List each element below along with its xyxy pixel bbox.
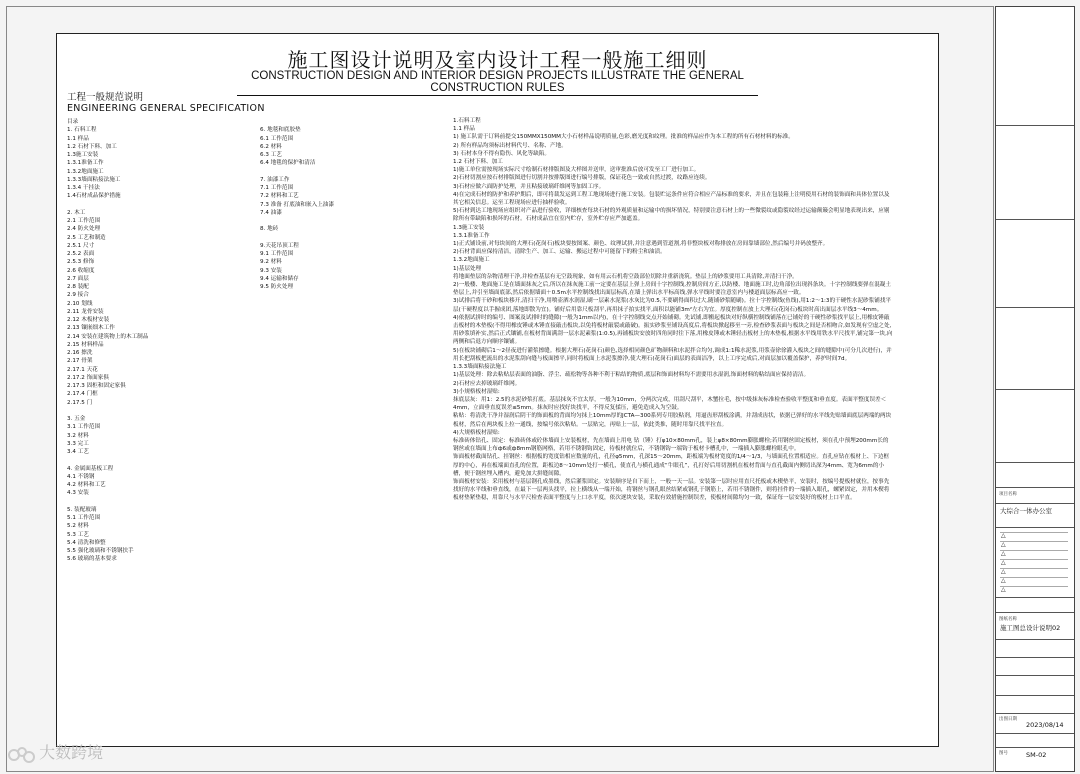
toc-item: 2.14 安装在建筑物上的木工制品: [67, 333, 149, 340]
toc-item: 3.2 材料: [67, 432, 89, 439]
toc-item: 2.5 工艺和制造: [67, 234, 106, 241]
spec-paragraph: 1) 施工队需于订料前提交150MMX150MM大小石材样品说明质量,色彩,磨光度和纹理。批准的样品应作为本工程的所有石材材料的标准。: [453, 134, 794, 141]
project-label: 项目名称: [999, 492, 1017, 497]
toc-item: 2.7 面层: [67, 275, 89, 282]
spec-paragraph: 3)试排后将干砂和板块移开,清扫干净,用喷壶洒水润湿,刷一层素水泥浆(水灰比为0.5,不要刷得面积过大,随铺砂浆随刷)。拉十字控制线(鱼线),用1:2～1:3的干硬性水泥砂浆铺找平层(干硬程度以手握成团,落地即散为宜)。铺好后用靠尺板刮平,再用抹子拍实找平,面积以能铺3m²左右为宜。厚度控制在放上大理石(花岗石)板块时高出面层水平线3～4mm。: [453, 298, 892, 313]
toc-item: 6.2 材料: [260, 143, 282, 150]
toc-item: 2.5.3 修饰: [67, 259, 95, 266]
toc-item: 3.4 工艺: [67, 449, 89, 455]
toc-item: 9.5 防火处理: [260, 284, 294, 290]
toc-item: 9.4 运输和储存: [260, 275, 299, 282]
toc-item: 5. 装配玻璃: [67, 506, 97, 513]
toc-item: 2.10 划线: [67, 300, 93, 307]
toc-item: 4.2 材料和工艺: [67, 482, 106, 488]
toc-item: 2.8 装配: [67, 284, 89, 290]
toc-item: 2.17.2 饰面家俱: [67, 374, 109, 381]
spec-paragraph: 1.1 样品: [453, 126, 475, 133]
toc-item: 5.6 玻璃的基本要求: [67, 556, 117, 563]
spec-heading-en: ENGINEERING GENERAL SPECIFICATION: [67, 103, 265, 114]
toc-item: 6.1 工作范围: [260, 135, 294, 142]
toc-item: 3.1 工作范围: [67, 424, 101, 431]
spec-paragraph: 1)施工单位需按现场实际尺寸绘制石材排版图及大样图并送审，送审批准后放可发至工厂进行加工。: [453, 167, 700, 174]
toc-item: 2.9 接合: [67, 292, 89, 299]
toc-item: 2.11 龙骨安装: [67, 308, 104, 315]
toc-item: 6.4 地毯的保护和清洁: [260, 160, 316, 167]
toc-item: 2.13 镶嵌细木工作: [67, 325, 115, 332]
spec-paragraph: 5)石材到达工地现场应组织对产品进行验收，详细核查每块石材的外观质量和运输中的损坏情况，特别要注意石材上的一些微裂纹或隐裂纹经过运输颠簸会明显地表现出来，应剔除所有带缺陷和损坏的石材。石材成品宜在室内贮存，室外贮存应严加遮盖。: [453, 208, 890, 223]
toc-item: 2.6 收缩度: [67, 267, 95, 274]
watermark: [8, 740, 103, 763]
spec-paragraph: 1.3.3墙面粘接法施工: [453, 364, 507, 371]
toc-item: 2.17 骨架: [67, 358, 93, 365]
sheet-label: 图号: [999, 751, 1008, 756]
toc-item: 9.3 安装: [260, 267, 282, 274]
spec-paragraph: 饰面板材安装：采用板材与基层钢孔成墨线，然后灌浆固定。安装顺序是自下而上，一般一天一层。安装第一层时应用直尺托板或木楔垫平，安装时，按编号提板材就位，按事先找好的水平线和垂直线，在最下一层两头找平，拉上横线从一端开始，将钢丝与钢孔眼丝结紧或钢孔于钢筋上，若用不锈钢件，则将挂件的一端插入眼孔，螺紧固定，并用木楔将板材垫紧垫稳，用靠尺与水平尺检查表面平整度与上口水平度，依次逐块安装，采取有效措施控制误差，使板材间隙均匀一致，保证每一层安装好的板材上口平直。: [453, 478, 890, 502]
toc-item: 6. 地毯和底胶垫: [260, 127, 301, 134]
date-label: 出图日期: [999, 717, 1017, 722]
toc-item: 3.3 完工: [67, 440, 89, 447]
toc-item: 1. 石料工程: [67, 127, 97, 134]
spec-paragraph: 3)小规格板材湿贴:: [453, 388, 500, 395]
toc-item: 7.2 材料和工艺: [260, 193, 299, 200]
spec-paragraph: 1)基层处理：除去粘贴层表面的油脂、浮尘、疏松物等各种不利于粘结的物质,底层和饰面材料均不需要用水湿润,饰面材料的粘结面应保持清洁。: [453, 372, 810, 379]
toc-item: 2.17.1 天花: [67, 366, 98, 373]
date-value: 2023/08/14: [1026, 721, 1064, 729]
toc-item: 2.17.3 固柜和固定家俱: [67, 383, 126, 389]
watermark-logo-icon: [8, 747, 34, 761]
spec-paragraph: 抹底层灰：用1：2.5的水泥砂浆打底。基层抹灰不宜太厚，一般为10mm，分两次完成，用刮尺刮平，木蟹拉毛，按中级抹灰标准检查验收平整度和垂直度。表面平整度误差＜4mm，立面垂直度误差≤5mm。抹灰时应找好块找平，不得反复揉压，避免造成入为空鼓。: [453, 396, 887, 412]
toc-item: 2.17.5 门: [67, 399, 93, 406]
toc-item: 1.4石材成品保护措施: [67, 193, 121, 200]
toc-item: 1.3.1准备工作: [67, 160, 104, 167]
toc-item: 5.4 清洗和修整: [67, 539, 106, 546]
spec-paragraph: 2)一般楼、地面施工是在墙面抹灰之后,所以在抹灰施工前一定要在基层上弹上房间十字控制线,控制房间方正,以防楼、地面施工时,边角部位出现斜条块。十字控制线要弹在混凝土垫层上,并引至墙面底部,然后依据墙面＋0.5m水平控制线找出面层标高,在墙上弹出水平标高线,弹水平线时要注意室内与楼道面层标高应一致。: [453, 282, 891, 297]
toc-item: 1.3.3墙面粘接法施工: [67, 176, 121, 183]
toc-mid-column: [260, 118, 334, 291]
spec-body-text: [453, 117, 893, 503]
toc-item: 7.3 准备 打底油和嵌入上油漆: [260, 201, 334, 208]
toc-item: 2.4 防火处理: [67, 226, 101, 233]
spec-paragraph: 3) 石材本身不得有隐伤、风化等缺陷。: [453, 150, 551, 157]
spec-paragraph: 粘贴：将清洗干净并湿润后阴干的饰面板的背面均匀抹上10mm厚的JCTA—300系列专用胶粘剂，用逼齿形刮板涂满，并刮成齿状，依据已弹好的水平线先贴墙面底层两端的两块板材，然后在两块板上拉一通线，按编号依次粘贴。一层贴完，再贴上一层，依此类推，随时用靠尺找平拉直。: [453, 413, 892, 428]
toc-item: 5.3 工艺: [67, 531, 89, 538]
toc-item: 4.1 不锈钢: [67, 473, 95, 480]
toc-item: 2.5.1 尺寸: [67, 242, 95, 249]
revision-triangles: [1000, 532, 1068, 595]
spec-paragraph: 4)依据试拼时的编号、图案及试排时的缝隙(一般为1mm以内)，在十字控制线交点开始铺砌。先试铺,即搬起板块对好纵横控制线铺落在已铺好的干硬性砂浆找平层上,用橡皮锤敲击板材的木垫板(不得用橡皮锤或木锤直接敲击板块,以免将板材敲裂或敲破)。振实砂浆至铺设高度后,将板块掀起移至一旁,检查砂浆表面与板块之间是否相吻合,如发现有空虚之处,用砂浆填补实,然后正式镶铺,在板材背面满刮一层水泥素浆(1:0.5),再铺板块安放时四角同时往下落,用橡皮锤或木锤轻击板材上的木垫板,根据水平线用铁水平尺找平,铺完第一块,向两侧和后退方向顺序镶铺。: [453, 314, 893, 346]
spec-paragraph: 2)石材切割应按石材排版图进行切割并按排版图进行编号排版，保证花色一致或自然过渡，纹路应连续。: [453, 175, 711, 182]
spec-paragraph: 1.2 石材下料、加工: [453, 159, 503, 166]
page-subtitle: CONSTRUCTION DESIGN AND INTERIOR DESIGN PROJECTS ILLUSTRATE THE GENERAL CONSTRUCTION RULES: [237, 70, 758, 96]
toc-item: 9.天花吊顶工程: [260, 242, 299, 249]
toc-item: 1.1 样品: [67, 135, 89, 142]
spec-paragraph: 1.石料工程: [453, 118, 481, 124]
toc-item: 2.17.4 门框: [67, 391, 98, 398]
toc-item: 2.5.2 表面: [67, 251, 95, 257]
spec-paragraph: 标准砖体钻孔、固定：标准砖体或砼体墙面上安装板材，先在墙面上用电 钻（锤）打φ10×80mm孔，装上φ8×80mm膨胀螺栓;若用钢丝固定板材，须在孔中预埋200mm长的钢丝或在墙面上布ф6或ф8mm钢筋网格，若用不锈钢钩固定，待板材就位后，不锈钢钩一端钩于板材卡槽孔中，一端插入膨胀螺栓眼孔中。: [453, 437, 889, 453]
drawing-name: 施工图总设计说明02: [1000, 624, 1061, 632]
watermark-text: 大数跨境: [39, 743, 104, 762]
toc-item: 7.4 油漆: [260, 209, 282, 216]
toc-item: 6.3 工艺: [260, 152, 282, 158]
toc-item: [67, 456, 148, 464]
toc-item: 4.3 安装: [67, 490, 89, 497]
toc-item: 2.16 擦洗: [67, 350, 93, 356]
toc-item: 8. 地砖: [260, 226, 279, 233]
spec-paragraph: 4)在完成石材的防护和养护期后，即可将裁发运到工程工地现场进行施工安装。包装贮运条件应符合相应产品标准的要求，并且在包装箱上注明使用石材的装饰面和具体位置以及其它相关信息。运至工程现场应进行抽样验收。: [453, 191, 890, 207]
spec-paragraph: 5)在板块铺砌后1～2昼夜进行灌浆擦缝。根据大理石(花岗石)颜色,选择相同颜色矿物颜料和水泥拌合均匀,调成1:1稀水泥浆,用浆壶徐徐灌入板块之间的缝隙中(可分几次进行)，并用长把刮板把流出的水泥浆刮向缝与板面擦平,同时将板面上水泥浆擦净,使大理石(花岗石)面层的表面洁净，以上工序完成后,对面层加以覆盖保护，养护时间7d。: [453, 347, 892, 362]
page-title: 施工图设计说明及室内设计工程一般施工细则: [287, 48, 708, 72]
spec-paragraph: 2)石材应去掉玻璃纤维网。: [453, 380, 521, 387]
toc-item: 5.2 材料: [67, 523, 89, 530]
toc-left-column: [67, 118, 148, 564]
toc-item: 7.1 工作范围: [260, 185, 294, 191]
spec-paragraph: 1)正式铺设前,对每块间的大理石(花岗石)板块要按图案、颜色、纹理试拼,并注意遇到管道割,将非整块板对称排放在房间靠墙部位,然后编号并码放整齐。: [453, 241, 829, 248]
toc-item: [67, 407, 148, 415]
spec-paragraph: 1.3施工安装: [453, 224, 485, 231]
title-block: [995, 6, 1075, 772]
toc-item: 1.2 石材下料、加工: [67, 143, 117, 150]
toc-item: [260, 168, 334, 176]
toc-item: 9.2 材料: [260, 259, 282, 266]
sheet-number: SM-02: [1026, 751, 1047, 759]
toc-item: 5.5 强化玻璃和不锈钢扶手: [67, 548, 134, 554]
toc-item: [67, 498, 148, 506]
spec-paragraph: 将地面垫层的杂物清理干净,并检查基层有无空鼓现象，如有用云石机将空鼓部位切除并重新浇筑。垫层上的砂浆要用工具清除,并清扫干净。: [453, 273, 798, 280]
toc-item: 5.1 工作范围: [67, 515, 101, 521]
toc-item: [260, 118, 334, 126]
toc-item: 2. 木工: [67, 209, 86, 216]
spec-heading: [67, 92, 265, 114]
spec-paragraph: 1.3.2地面施工: [453, 257, 490, 264]
toc-item: 2.1 工作范围: [67, 218, 101, 224]
toc-item: 2.15 材料样品: [67, 341, 104, 348]
toc-item: [260, 234, 334, 242]
spec-paragraph: 饰面板材截面钻孔、挂钢丝：根据板的宽度钻相应数量的孔，孔径φ5mm，孔深15～20mm，距板端为板材宽度的1/4～1/3，与墙面孔位置相适应。直孔应钻在板材上、下边框厚的中心，再在板端面直孔的位置，距板边8～10mm处打一横孔，使直孔与横孔通成“牛眼孔”，孔打好后用切割机在板材背面与直孔截面内侧切出深为4mm、宽为6mm的小槽，便于钢丝埋入槽内，避免加大拼缝间隙。: [453, 454, 890, 477]
toc-item: [260, 217, 334, 225]
toc-item: 1.3.2地面施工: [67, 168, 104, 175]
spec-paragraph: 1.3.1准备工作: [453, 232, 490, 239]
toc-item: [67, 201, 148, 209]
drawing-sheet: [56, 33, 939, 747]
project-name: 大综合一体办公室: [1000, 507, 1052, 515]
spec-paragraph: 3)石材应做六面防护处理，并且粘接玻璃纤维网等加固工序。: [453, 183, 605, 190]
spec-heading-cn: 工程一般规范说明: [67, 92, 144, 103]
toc-item: 1.3.4 干挂法: [67, 185, 100, 191]
toc-item: 1.3施工安装: [67, 152, 99, 158]
spec-paragraph: 1)基层处理: [453, 265, 482, 272]
toc-item: 4. 金属面基板工程: [67, 465, 114, 472]
spec-paragraph: 2) 所有样品均须标出材料代号、名称、产地。: [453, 142, 567, 149]
toc-item: 目录: [67, 119, 79, 125]
toc-item: 9.1 工作范围: [260, 251, 294, 257]
toc-item: 7. 油漆工作: [260, 176, 290, 183]
spec-paragraph: 4)大规格板材湿贴:: [453, 429, 500, 436]
toc-item: 2.12 木板材安装: [67, 317, 110, 323]
drawing-label: 图纸名称: [999, 617, 1017, 622]
toc-item: 3. 五金: [67, 416, 86, 422]
spec-paragraph: 2)石材背面应保持清洁，清除生产、加工、运输、搬运过程中可能留下的粉尘和油渍。: [453, 249, 666, 256]
